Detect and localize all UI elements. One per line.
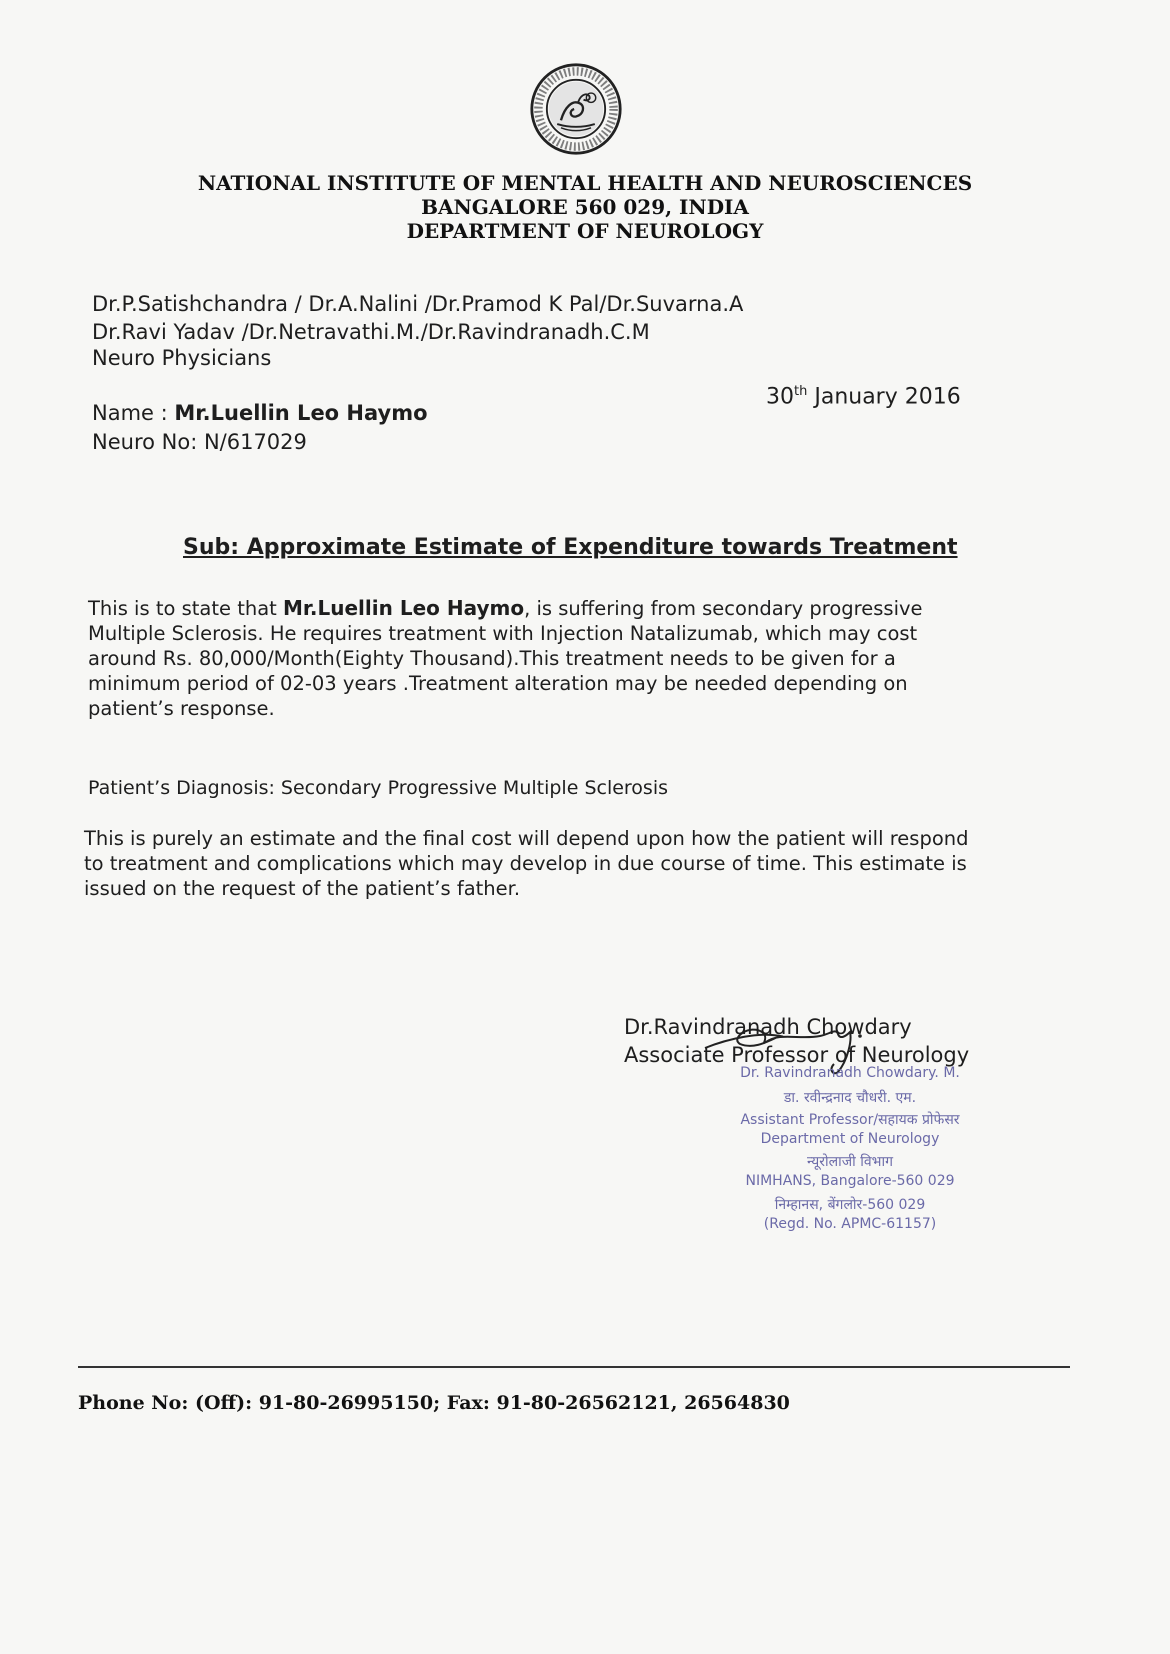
statement-line-3: around Rs. 80,000/Month(Eighty Thousand).This treatment needs to be given for a <box>88 647 896 670</box>
date-suffix: th <box>794 384 808 399</box>
diagnosis-line: Patient’s Diagnosis: Secondary Progressive Multiple Sclerosis <box>88 777 669 799</box>
neuro-number: Neuro No: N/617029 <box>92 430 307 454</box>
estimate-line-2: to treatment and complications which may develop in due course of time. This estimate is <box>84 852 967 875</box>
letter-date <box>766 384 961 409</box>
stamp-line-2: डा. रवीन्द्रनाद चौधरी. एम. <box>783 1090 917 1106</box>
statement-paragraph <box>88 596 923 721</box>
physicians-role: Neuro Physicians <box>92 346 272 370</box>
footer-divider <box>78 1366 1070 1368</box>
statement-line-4: minimum period of 02-03 years .Treatment alteration may be needed depending on <box>88 672 908 695</box>
footer-contact: Phone No: (Off): 91-80-26995150; Fax: 91-80-26562121, 26564830 <box>78 1392 790 1414</box>
stamp-line-1: Dr. Ravindranadh Chowdary. M. <box>740 1065 960 1081</box>
estimate-line-1: This is purely an estimate and the final cost will depend upon how the patient will respond <box>84 827 969 850</box>
date-day: 30 <box>766 384 794 410</box>
stamp-line-5: न्यूरोलाजी विभाग <box>807 1154 893 1170</box>
institute-name: NATIONAL INSTITUTE OF MENTAL HEALTH AND NEUROSCIENCES <box>197 171 973 195</box>
estimate-line-3: issued on the request of the patient’s father. <box>84 877 521 900</box>
statement-intro: This is to state that <box>88 597 283 620</box>
signatory-name: Dr.Ravindranadh Chowdary <box>624 1015 912 1039</box>
stamp-line-7: निम्हानस, बेंगलोर-560 029 <box>774 1197 926 1213</box>
patient-name-row <box>92 401 428 425</box>
stamp-line-8: (Regd. No. APMC-61157) <box>763 1216 937 1232</box>
signatory-title: Associate Professor of Neurology <box>624 1043 970 1067</box>
stamp-line-3: Assistant Professor/सहायक प्रोफेसर <box>740 1112 960 1128</box>
statement-patient-name: Mr.Luellin Leo Haymo <box>283 596 525 620</box>
patient-name: Mr.Luellin Leo Haymo <box>174 401 428 425</box>
department-name: DEPARTMENT OF NEUROLOGY <box>406 219 764 243</box>
estimate-paragraph <box>84 826 969 901</box>
statement-line-2: Multiple Sclerosis. He requires treatment with Injection Natalizumab, which may cost <box>88 622 918 645</box>
date-month-year: January 2016 <box>814 384 961 410</box>
physicians-line-1: Dr.P.Satishchandra / Dr.A.Nalini /Dr.Pramod K Pal/Dr.Suvarna.A <box>92 292 744 316</box>
institute-address: BANGALORE 560 029, INDIA <box>421 195 749 219</box>
statement-line-1 <box>88 596 923 621</box>
statement-line-5: patient’s response. <box>88 697 275 720</box>
institute-seal-logo <box>529 62 623 156</box>
stamp-line-4: Department of Neurology <box>760 1131 940 1147</box>
stamp-line-6: NIMHANS, Bangalore-560 029 <box>745 1173 955 1189</box>
patient-name-label: Name : <box>92 401 175 425</box>
physicians-line-2: Dr.Ravi Yadav /Dr.Netravathi.M./Dr.Ravindranadh.C.M <box>92 320 650 344</box>
statement-line-1-end: , is suffering from secondary progressive <box>524 597 923 620</box>
subject-line: Sub: Approximate Estimate of Expenditure towards Treatment <box>183 535 958 560</box>
